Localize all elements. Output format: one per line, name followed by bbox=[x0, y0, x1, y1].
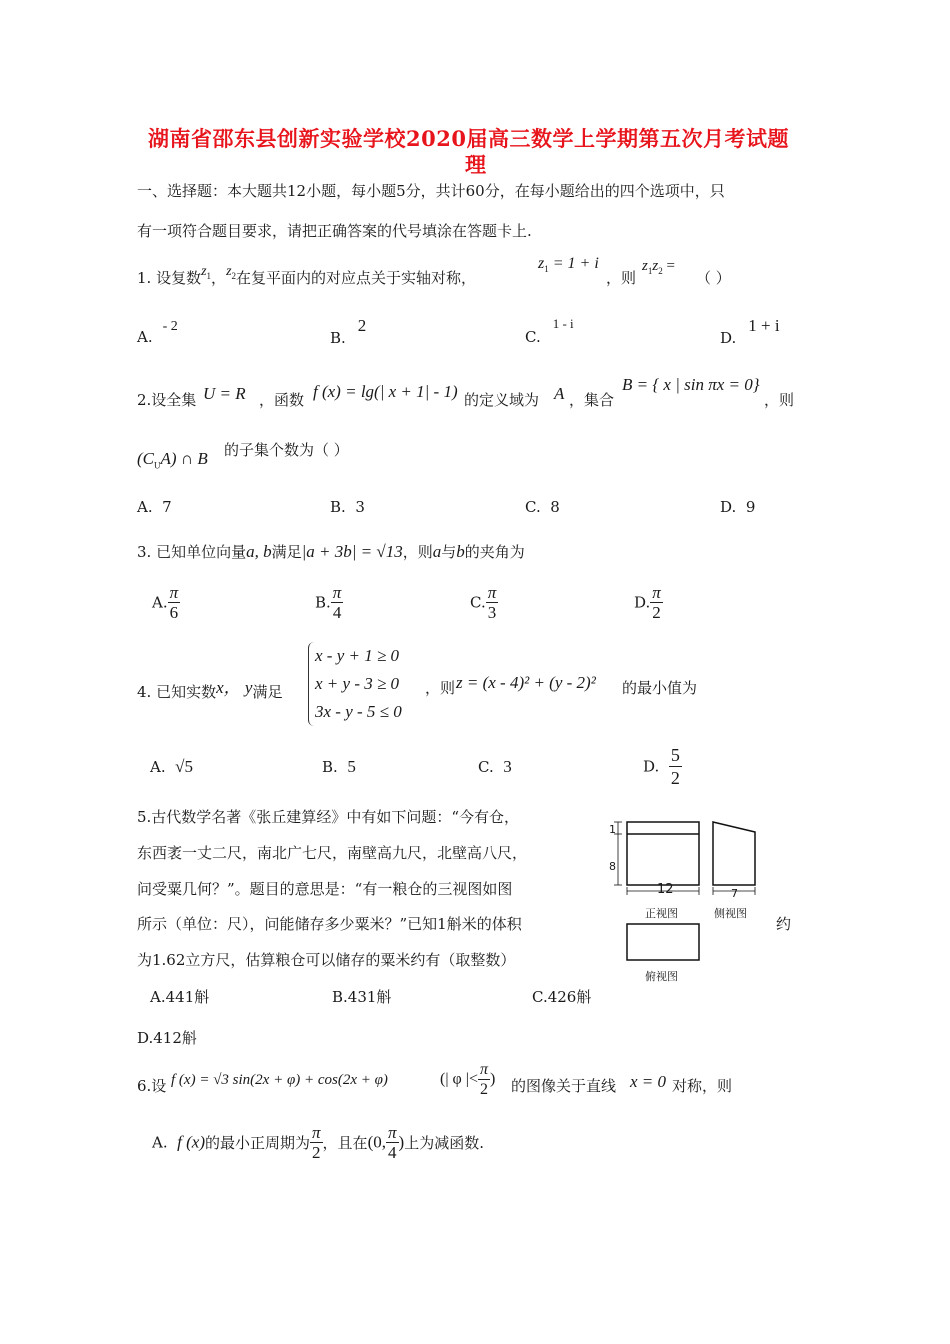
dim-label-8: 8 bbox=[609, 860, 616, 873]
q4-constraint-system bbox=[308, 642, 402, 726]
q3-stem: 3. 已知单位向量a, b满足|a + 3b| = √13，则a与b的夹角为 bbox=[137, 542, 525, 561]
q5-option-a: A.441斛 bbox=[150, 988, 210, 1006]
q2-prefix: 2.设全集 bbox=[137, 391, 197, 409]
page-title: 湖南省邵东县创新实验学校2020届高三数学上学期第五次月考试题 bbox=[148, 126, 789, 151]
q4-constraint-3: 3x - y - 5 ≤ 0 bbox=[315, 702, 402, 721]
q5-line-3: 问受粟几何？”。题目的意思是：“有一粮仓的三视图如图 bbox=[137, 880, 513, 898]
q1-prefix: 1. 设复数 bbox=[137, 269, 202, 287]
front-view-outline bbox=[627, 822, 699, 885]
q1-answer-paren: （ ） bbox=[696, 269, 731, 287]
front-view-caption: 正视图 bbox=[645, 907, 678, 920]
q2-option-c: C. 8 bbox=[525, 498, 560, 516]
q5-line-4: 所示（单位：尺），问能储存多少粟米？”已知1斛米的体积 bbox=[137, 915, 522, 933]
q2-mid1: ，函数 bbox=[259, 391, 305, 409]
q1-then: ，则 bbox=[606, 269, 637, 287]
side-view-outline bbox=[713, 822, 755, 885]
q2-option-d: D. 9 bbox=[720, 498, 756, 516]
q2-set-a: A bbox=[554, 384, 565, 403]
q4-option-b: B. 5 bbox=[322, 757, 356, 776]
q6-function: f (x) = √3 sin(2x + φ) + cos(2x + φ) bbox=[171, 1072, 388, 1088]
q6-mid: 的图像关于直线 bbox=[511, 1077, 617, 1095]
q4-option-d: D. $\frac{5}{2}$ bbox=[643, 745, 680, 788]
q6-prefix: 6.设 bbox=[137, 1077, 167, 1095]
q1-option-d: D.1 + i bbox=[720, 316, 780, 347]
q2-function: f (x) = lg(| x + 1| - 1) bbox=[313, 382, 458, 401]
q2-line2-text: 的子集个数为（ ） bbox=[224, 441, 349, 459]
q2-complement-expr: $(C_UA)$ ∩ B bbox=[137, 449, 208, 471]
q1-z2: $z_2$ bbox=[226, 264, 237, 281]
section-instructions-line1: 一、选择题：本大题共12小题，每小题5分，共计60分，在每小题给出的四个选项中，只 bbox=[137, 182, 725, 200]
q2-universal-set: U = R bbox=[203, 384, 246, 403]
q2-mid2: 的定义域为 bbox=[464, 391, 540, 409]
q3-option-c: C. $\frac{\pi}{3}$ bbox=[470, 583, 497, 622]
q4-constraint-1: x - y + 1 ≥ 0 bbox=[315, 646, 400, 665]
q5-option-d: D.412斛 bbox=[137, 1029, 197, 1047]
q5-option-c: C.426斛 bbox=[532, 988, 592, 1006]
q5-line-5: 为1.62立方尺，估算粮仓可以储存的粟米约有（取整数） bbox=[137, 951, 516, 969]
q5-yue: 约 bbox=[776, 915, 792, 933]
q5-line-2: 东西袤一丈二尺，南北广七尺，南壁高九尺，北壁高八尺， bbox=[137, 844, 528, 862]
q6-end: 对称，则 bbox=[672, 1077, 733, 1095]
q4-end: 的最小值为 bbox=[622, 679, 698, 697]
q6-condition: (| φ |< $\frac{\pi}{2}$ ) bbox=[440, 1061, 496, 1098]
q1-option-a: A.- 2 bbox=[137, 319, 178, 346]
q5-line-1: 5.古代数学名著《张丘建算经》中有如下问题：“今有仓， bbox=[137, 808, 519, 826]
q2-set-b: B = { x | sin πx = 0} bbox=[622, 375, 760, 394]
q2-option-a: A. 7 bbox=[137, 498, 172, 516]
q3-option-d: D. $\frac{\pi}{2}$ bbox=[634, 583, 661, 622]
top-view-outline bbox=[627, 924, 699, 960]
q2-option-b: B. 3 bbox=[330, 498, 365, 516]
q4-constraint-2: x + y - 3 ≥ 0 bbox=[315, 674, 400, 693]
dim-label-7: 7 bbox=[731, 887, 738, 900]
q2-end: ，则 bbox=[764, 391, 795, 409]
q3-condition: |a + 3b| = √13 bbox=[301, 542, 403, 561]
q1-product: $z_1z_2$ = bbox=[642, 258, 675, 276]
section-instructions-line2: 有一项符合题目要求，请把正确答案的代号填涂在答题卡上. bbox=[137, 222, 532, 240]
q3-option-b: B. $\frac{\pi}{4}$ bbox=[315, 583, 342, 622]
dim-label-12: 12 bbox=[657, 882, 674, 897]
q4-then: ，则 bbox=[425, 679, 456, 697]
q4-prefix: 4. 已知实数x， y满足 bbox=[137, 678, 283, 701]
q1-option-b: B.2 bbox=[330, 316, 367, 347]
q4-objective: z = (x - 4)² + (y - 2)² bbox=[456, 673, 596, 692]
page-title-line2: 理 bbox=[465, 152, 487, 177]
q2-mid3: ，集合 bbox=[569, 391, 615, 409]
q1-option-c: C.1 - i bbox=[525, 316, 574, 346]
q1-z1: $z_1$ bbox=[201, 264, 212, 281]
side-view-caption: 侧视图 bbox=[714, 907, 747, 920]
q4-option-c: C. 3 bbox=[478, 757, 512, 776]
q1-stem: 1. 设复数$z_1$，$z_2$在复平面内的对应点关于实轴对称， bbox=[137, 264, 477, 287]
q3-option-a: A. $\frac{\pi}{6}$ bbox=[152, 583, 179, 622]
dim-label-1: 1 bbox=[609, 823, 616, 836]
top-view-caption: 俯视图 bbox=[645, 970, 678, 983]
q5-three-view-figure bbox=[600, 812, 770, 987]
q4-option-a: A. √5 bbox=[150, 757, 193, 776]
q6-option-a: A. f (x)的最小正周期为 $\frac{\pi}{2}$ ，且在(0, $\frac{\pi}{4}$ )上为减函数. bbox=[152, 1123, 484, 1162]
q5-option-b: B.431斛 bbox=[332, 988, 392, 1006]
q6-line: x = 0 bbox=[630, 1072, 667, 1091]
q1-equation: $z_1 = 1 + i$ bbox=[538, 255, 599, 275]
